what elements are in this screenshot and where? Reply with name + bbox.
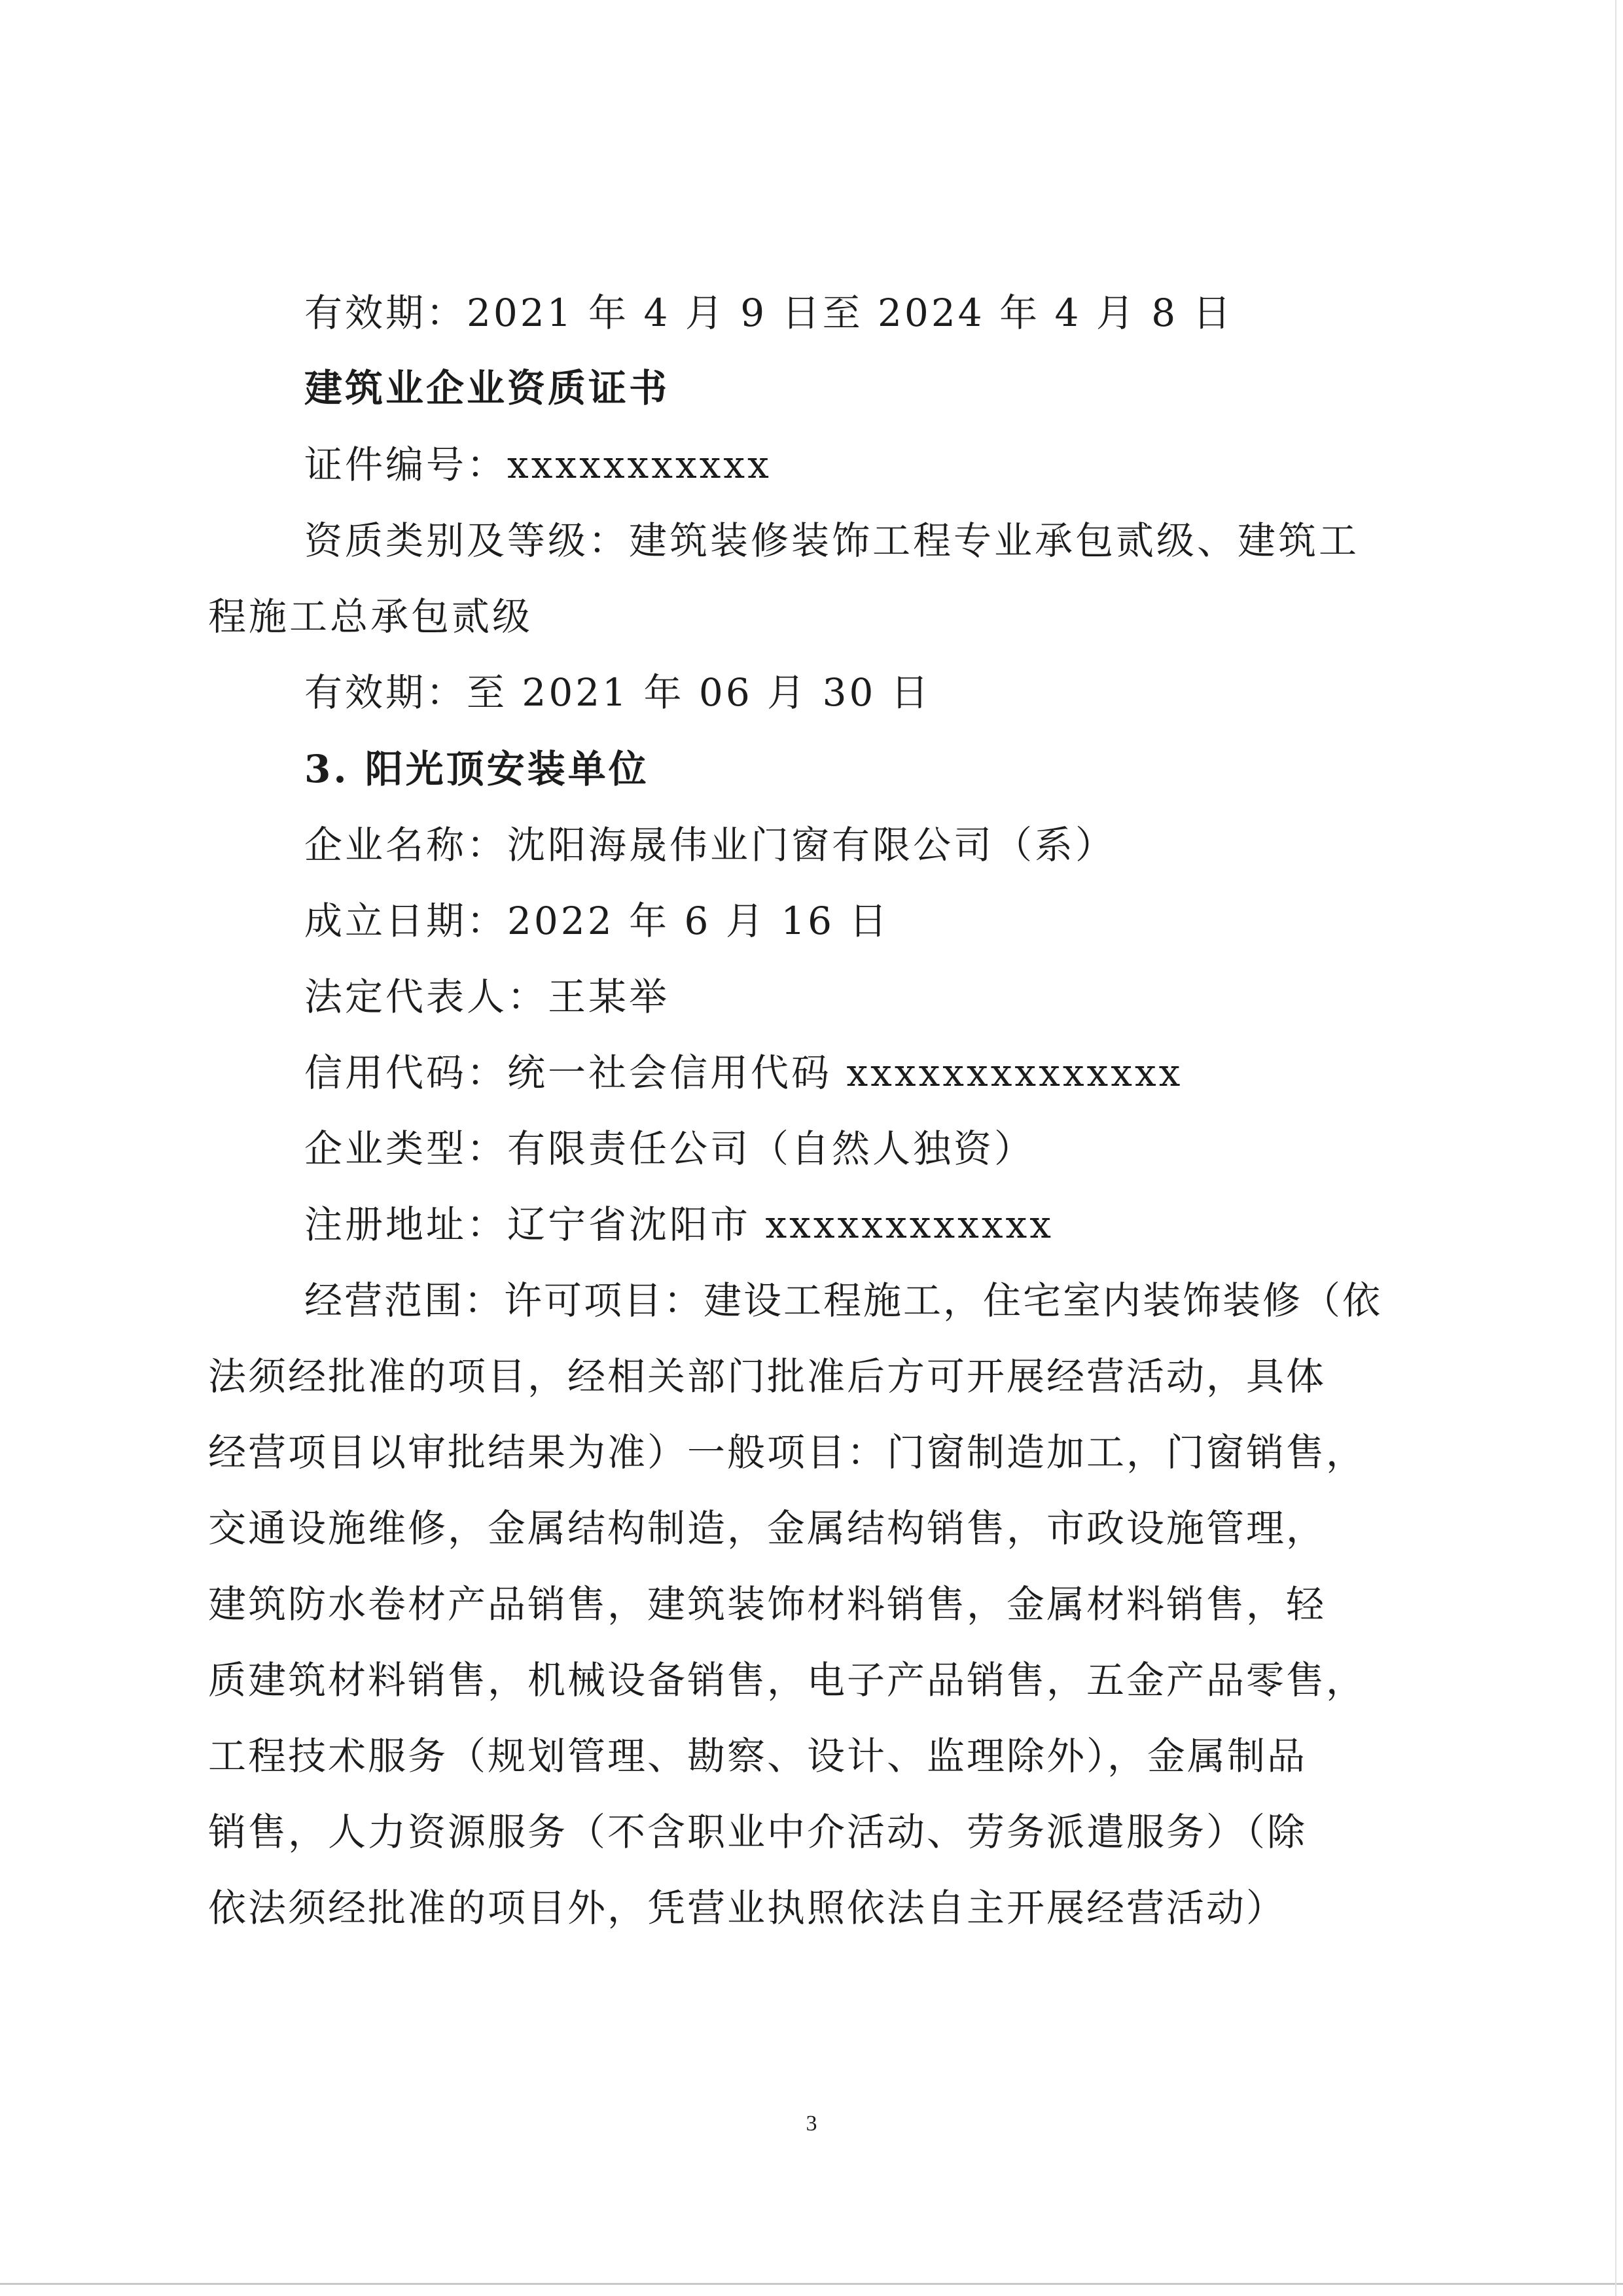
scan-right-edge xyxy=(1615,0,1616,2296)
business-scope-line: 工程技术服务（规划管理、勘察、设计、监理除外），金属制品 xyxy=(208,1734,1308,1778)
cert-heading: 建筑业企业资质证书 xyxy=(304,366,670,410)
section-heading: 3. 阳光顶安装单位 xyxy=(304,747,649,791)
page-number: 3 xyxy=(806,2111,817,2136)
business-scope-line: 销售，人力资源服务（不含职业中介活动、劳务派遣服务）（除 xyxy=(208,1810,1308,1854)
business-scope-line: 法须经批准的项目，经相关部门批准后方可开展经营活动，具体 xyxy=(208,1354,1327,1399)
business-scope-line: 建筑防水卷材产品销售，建筑装饰材料销售，金属材料销售，轻 xyxy=(208,1582,1327,1626)
scan-bottom-edge xyxy=(0,2283,1623,2285)
address-line: 注册地址：辽宁省沈阳市 xxxxxxxxxxxx xyxy=(304,1202,1054,1247)
business-scope-line: 经营项目以审批结果为准）一般项目：门窗制造加工，门窗销售， xyxy=(208,1430,1366,1475)
validity-line-1: 有效期：2021 年 4 月 9 日至 2024 年 4 月 8 日 xyxy=(304,291,1234,335)
company-type-line: 企业类型：有限责任公司（自然人独资） xyxy=(304,1126,1035,1171)
validity-line-2: 有效期：至 2021 年 06 月 30 日 xyxy=(304,670,931,715)
credit-code-line: 信用代码：统一社会信用代码 xxxxxxxxxxxxxx xyxy=(304,1050,1183,1095)
legal-rep-line: 法定代表人：王某举 xyxy=(304,975,670,1019)
cert-number-line: 证件编号：xxxxxxxxxxx xyxy=(304,442,772,487)
business-scope-line: 依法须经批准的项目外，凭营业执照依法自主开展经营活动） xyxy=(208,1886,1287,1930)
business-scope-line: 交通设施维修，金属结构制造，金属结构销售，市政设施管理， xyxy=(208,1506,1327,1551)
founded-date-line: 成立日期：2022 年 6 月 16 日 xyxy=(304,899,890,943)
qualification-line-1: 资质类别及等级：建筑装修装饰工程专业承包贰级、建筑工 xyxy=(304,518,1360,563)
business-scope-line: 质建筑材料销售，机械设备销售，电子产品销售，五金产品零售， xyxy=(208,1658,1366,1702)
company-name-line: 企业名称：沈阳海晟伟业门窗有限公司（系） xyxy=(304,823,1116,867)
qualification-line-2: 程施工总承包贰级 xyxy=(208,594,533,639)
business-scope-line: 经营范围：许可项目：建设工程施工，住宅室内装饰装修（依 xyxy=(304,1278,1383,1323)
